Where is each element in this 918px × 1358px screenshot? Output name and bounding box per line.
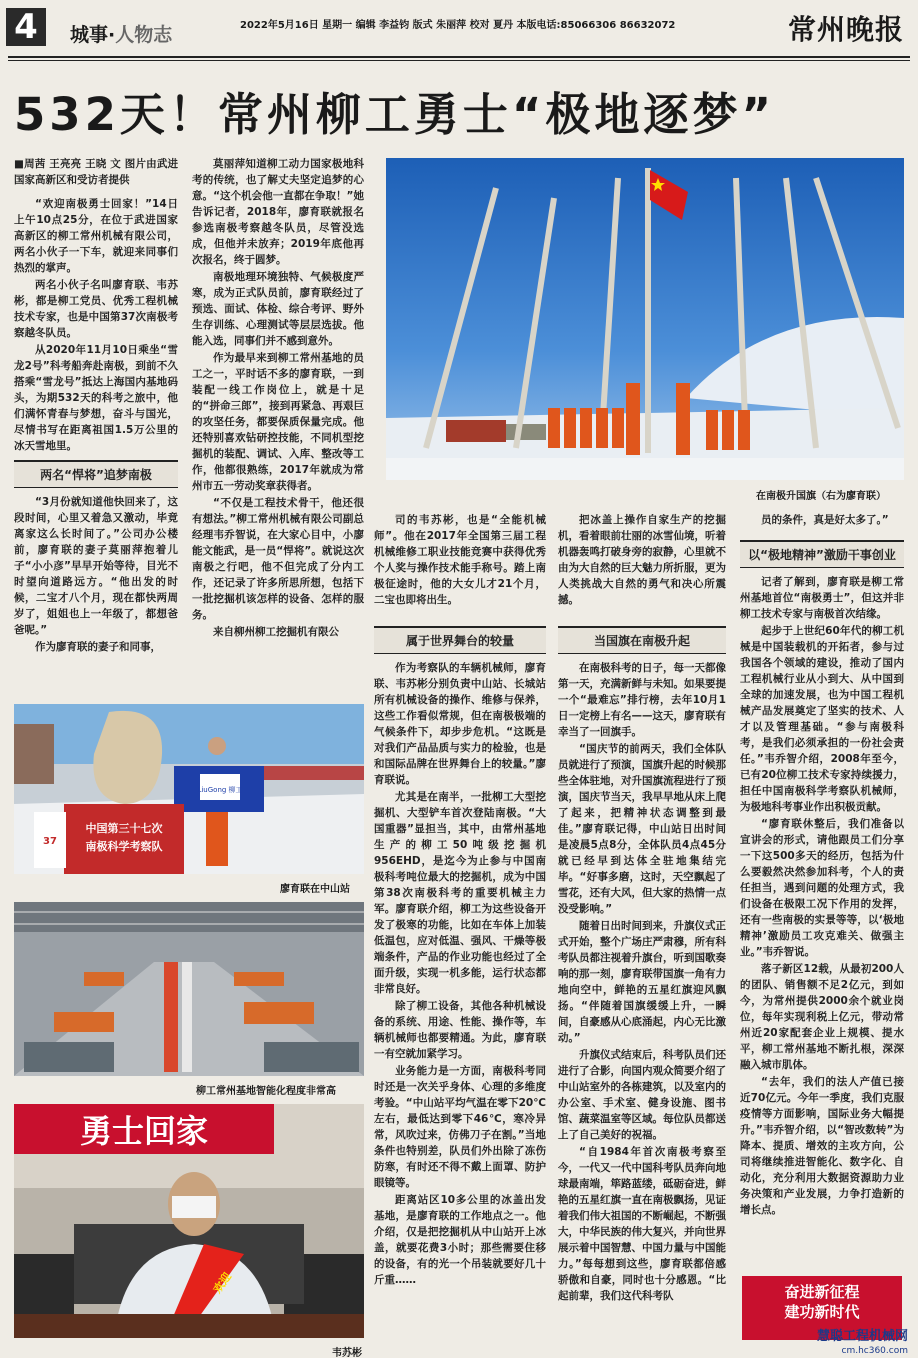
subhead-two-generals: 两名“悍将”追梦南极	[14, 460, 178, 488]
section-separator: ·	[108, 24, 116, 46]
section-label: 城事	[70, 24, 109, 46]
column-4	[558, 512, 726, 1342]
column-3	[374, 512, 546, 1342]
photo-portrait	[14, 1104, 364, 1338]
paragraph: 除了柳工设备，其他各种机械设备的系统、用途、性能、操作等，车辆机械师也都要精通。为此，廖育联一有空就加紧学习。	[374, 1000, 546, 1060]
sign-number: 37	[43, 836, 57, 847]
header-rule	[8, 56, 910, 58]
page-number: 4	[6, 8, 46, 46]
paragraph-list	[374, 660, 546, 1288]
paragraph: 从2020年11月10日乘坐“雪龙2号”科考船奔赴南极，到前不久搭乘“雪龙号”抵达上海国内基地码头，为期532天的科考之旅中，他们满怀青春与梦想，奋斗与国光，尽情书写在距离祖国1.5万公里的冰天雪地里。	[14, 344, 178, 452]
paragraph: 司的韦苏彬，也是“全能机械师”。他在2017年全国第三届工程机械维修工职业技能竞赛中获得优秀个人奖与操作技术能手称号。踏上南极征途时，他的大女儿才21个月，二宝也即将出生。	[374, 514, 546, 606]
paragraph-list	[192, 156, 364, 640]
paragraph-list	[14, 196, 178, 454]
section-title	[70, 20, 172, 47]
paragraph: 业务能力是一方面，南极科考同时还是一次关乎身体、心理的多维度考验。“中山站平均气温在零下20℃左右，最低达到零下46℃，寒冷异常，风吹过来，仿佛刀子在割。”当地条件也特别差，队员们外出除了冻伤防寒，有时还不得不戴上面罩、防护眼镜等。	[374, 1065, 546, 1189]
paragraph: “国庆节的前两天，我们全体队员就进行了预演，国旗升起的时候那些全体驻地，对升国旗流程进行了预演，国庆节当天，我早早地从床上爬了起来，把精神状态调整到最佳。”廖育联记得，中山站日出时间是凌晨5点8分，全体队员4点45分就已经早到达体全驻地集结完毕。“好事多磨，这时，天空飘起了雪花，还有大风，但大家的热情一点没受影响。”	[558, 743, 726, 915]
sash-text: 欢迎	[210, 1270, 235, 1296]
paragraph-list	[14, 494, 178, 655]
flag-text: LiuGong 柳工	[197, 786, 243, 794]
factory-illustration	[14, 902, 364, 1076]
paragraph: “欢迎南极勇士回家！”14日上午10点25分，在位于武进国家高新区的柳工常州机械有限公司，两名小伙子一下车，就迎来同事们热烈的掌声。	[14, 198, 178, 274]
paragraph: “3月份就知道他快回来了，这段时间，心里又着急又激动，毕竟离家这么长时间了。”公司办公楼前，廖育联的妻子莫丽萍抱着儿子“小小彦”早早开始等待，目光不时望向道路远方。“他出发的时候，二宝才八个月，现在都快两周岁了，姐姐也上一年级了，都想爸爸呢。”	[14, 496, 178, 636]
paragraph: “去年，我们的法人产值已接近70亿元。今年一季度，我们克服疫情等方面影响，国际业务大幅提升。”韦乔智介绍，以“智改数转”为降本、提质、增效的主攻方向，公司将继续推进智能化、数字化、自动化，充分利用大数据资源助力业务决策和产业发展，力争打造新的增长点。	[740, 1076, 904, 1216]
header-rule-thin	[8, 60, 910, 61]
column-2-top	[192, 156, 364, 696]
paragraph: 随着日出时间到来，升旗仪式正式开始，整个广场庄严肃穆，所有科考队员都注视着升旗台，听到国歌奏响的那一刻，廖育联带国旗一角有力地向空中，鲜艳的五星红旗迎风飘扬。“伴随着国旗缓缓上升，一瞬间，自豪感从心底涌起，内心无比激动。”	[558, 920, 726, 1044]
paragraph-list	[374, 512, 546, 608]
column-1-top	[14, 156, 178, 696]
sign-line-2: 南极科学考察队	[85, 840, 163, 853]
subhead-polar-spirit: 以“极地精神”激励干事创业	[740, 540, 904, 568]
caption-flag: 在南极升国旗（右为廖育联）	[756, 491, 886, 502]
paragraph: 作为考察队的车辆机械师，廖育联、韦苏彬分别负责中山站、长城站所有机械设备的操作、维修与保养，这些工作看似常规，但在南极极端的气候条件下，却步步危机。“这既是对我们产品品质与实力的检验，也是和国际品牌在世界舞台上的较量。”廖育联说。	[374, 662, 546, 786]
paragraph: 来自柳州柳工挖掘机有限公	[213, 626, 339, 638]
paragraph-list	[558, 512, 726, 608]
watermark-brand: 慧聪工程机械网	[816, 1329, 908, 1344]
paragraph: “廖育联休整后，我们准备以宣讲会的形式，请他跟员工们分享一下这500多天的经历，包括为什么要毅然决然参加科考，个人的责任担当，遇到问题的处理方式，我们设备在极限工况下作用的发挥，还有一些南极的实景等等，以‘极地精神’激励员工攻克难关、做强主业。”韦乔智说。	[740, 818, 904, 958]
subsection-label: 人物志	[115, 24, 173, 46]
paragraph: 两名小伙子名叫廖育联、韦苏彬，都是柳工党员、优秀工程机械技术专家，也是中国第37次南极考察越冬队员。	[14, 279, 178, 339]
headline: 532天！常州柳工勇士“极地逐梦”	[14, 88, 776, 141]
paragraph-list	[740, 574, 904, 1218]
paragraph-list	[740, 512, 904, 528]
caption-zhongshan: 廖育联在中山站	[280, 884, 350, 895]
paragraph: 员的条件，真是好太多了。”	[761, 514, 889, 526]
photo-flag-raising	[386, 158, 904, 480]
watermark-url: cm.hc360.com	[841, 1346, 908, 1356]
photo-factory	[14, 902, 364, 1076]
byline: ■周茜 王亮亮 王晓 文 图片由武进国家高新区和受访者提供	[14, 158, 178, 186]
paragraph: “自1984年首次南极考察至今，一代又一代中国科考队员奔向地球最南端，筚路蓝缕，砥砺奋进，鲜艳的五星红旗一直在南极飘扬，见证着我们伟大祖国的不断崛起，不断强大，中华民族的伟大复兴，并向世界展示着中国智慧、中国力量与中国能力。”每每想到这些，廖育联都倍感骄傲和自豪，同时也十分感恩。“比起前辈，我们这代科考队	[558, 1146, 726, 1302]
paragraph: 起步于上世纪60年代的柳工机械是中国装载机的开拓者，参与过我国各个领域的建设，推动了国内工程机械行业从小到大、从中国到全球的加速发展，也为中国工程机械产品发展奠定了坚实的技术、人才以及管理基础。“参与南极科考，是我们必须承担的一份社会责任。”韦乔智介绍，2008年至今，已有20位柳工技术专家持续援力，担任中国南极科学考察队机械师，为极地科考事业作出积极贡献。	[740, 625, 904, 813]
paragraph: 记者了解到，廖育联是柳工常州基地首位“南极勇士”，但这并非柳工技术专家与南极首次结缘。	[740, 576, 904, 620]
subhead-national-flag: 当国旗在南极升起	[558, 626, 726, 654]
zhongshan-illustration	[14, 704, 364, 874]
flag-raising-illustration	[386, 158, 904, 480]
column-5	[740, 512, 904, 1272]
paragraph: 升旗仪式结束后，科考队员们还进行了合影，向国内观众简要介绍了中山站室外的各栋建筑，以及室内的办公室、手术室、健身设施、图书馆、蔬菜温室等区域。每位队员都送上了自己美好的祝福。	[558, 1049, 726, 1141]
photo-zhongshan-station	[14, 704, 364, 874]
subhead-world-stage: 属于世界舞台的较量	[374, 626, 546, 654]
paragraph-list	[558, 660, 726, 1304]
paragraph: 莫丽萍知道柳工动力国家极地科考的传统，也了解丈夫坚定追梦的心意。“这个机会他一直都在争取！”她告诉记者，2018年，廖育联就报名参选南极考察越冬队员，尽管没选成，但他并未放弃；2019年底他再次报名，终于圆梦。	[192, 158, 364, 266]
paragraph: 作为最早来到柳工常州基地的员工之一，平时话不多的廖育联，一到装配一线工作岗位上，就是十足的“拼命三郎”，接到再紧急、再艰巨的攻坚任务，都要保质保量完成。他还特别喜欢钻研控技能，不同机型挖掘机的装配、调试、入库、整改等工作，他都很熟练，2017年就成为常州市五一劳动奖章获得者。	[192, 352, 364, 492]
paragraph: 在南极科考的日子，每一天都像第一天，充满新鲜与未知。如果要提一个“最难忘”排行榜，去年10月1日一定榜上有名——这天，廖育联有幸当了一回旗手。	[558, 662, 726, 738]
paragraph: “不仅是工程技术骨干，他还很有想法。”柳工常州机械有限公司副总经理韦乔智说，在大家心目中，小廖能文能武，是一员“悍将”。就说这次南极之行吧，他不但完成了分内工作，还记录了许多所思所想，包括下一批挖掘机该怎样的设备、怎样的服务。	[192, 497, 364, 621]
paragraph: 南极地理环境独特、气候极度严寒，成为正式队员前，廖育联经过了预选、面试、体检、综合考评、野外生存训练、心理测试等层层选拔。他能入选，同事们并不感到意外。	[192, 271, 364, 347]
ad-line-2: 建功新时代	[784, 1303, 860, 1321]
sign-line-1: 中国第三十七次	[85, 822, 163, 835]
paragraph: 尤其是在南半，一批柳工大型挖掘机、大型铲车首次登陆南极。“大国重器”显担当，其中，由常州基地生产的柳工50吨级挖掘机956EHD，是迄今为止参与中国南极科考吨位最大的挖掘机，成为中国第38次南极科考的重要机械主力军。廖育联介绍，柳工为这些设备开发了极寒的功能，比如在车体上加装低温包，应对低温、强风、干燥等极端条件，产品的作业功能也经过了全面升级，实现一机多能，运行状态都非常良好。	[374, 791, 546, 995]
portrait-illustration	[14, 1104, 364, 1338]
caption-portrait: 韦苏彬	[332, 1348, 362, 1358]
caption-factory: 柳工常州基地智能化程度非常高	[196, 1086, 336, 1097]
paragraph: 作为廖育联的妻子和同事，	[35, 641, 161, 653]
banner-slogan: 勇士回家	[79, 1112, 209, 1150]
paragraph: 把冰盖上操作自家生产的挖掘机，看着眼前壮丽的冰雪仙境，听着机器轰鸣打破身旁的寂静，心里就不由为大自然的巨大魅力所折服，更为人类挑战大自然的勇气和决心所震撼。	[558, 514, 726, 606]
paragraph: 距离站区10多公里的冰盖出发基地，是廖育联的工作地点之一。他介绍，仅是把挖掘机从中山站开上冰盖，就要花费3小时；那些需要住移的设备，有的光一个吊装就要好几十斤重……	[374, 1194, 546, 1286]
paragraph: 落子新区12载，从最初200人的团队、销售额不足2亿元，到如今，为常州提供2000余个就业岗位，每年实现利税上亿元，带动常州近20家配套企业上规模、提水平，柳工常州基地不断扎根，深深融入城市肌体。	[740, 963, 904, 1071]
masthead: 常州晚报	[787, 13, 904, 46]
edition-info: 2022年5月16日 星期一 编辑 李益钧 版式 朱丽萍 校对 夏丹 本版电话:85066306 86632072	[240, 20, 676, 31]
ad-line-1: 奋进新征程	[784, 1283, 860, 1301]
